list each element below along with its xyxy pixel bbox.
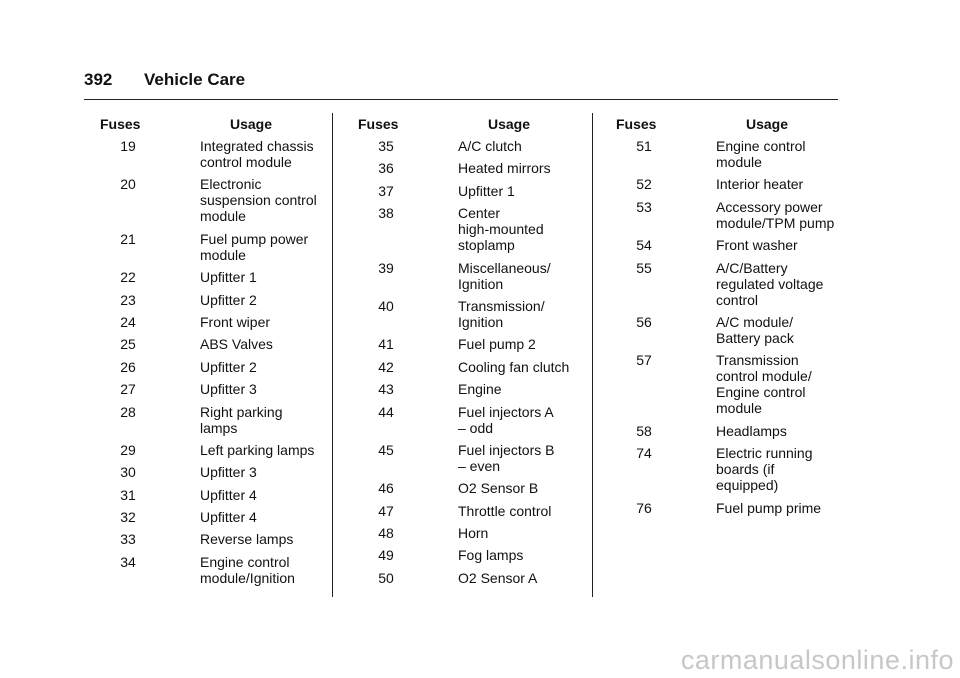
fuse-usage: Upfitter 1 xyxy=(458,182,515,199)
fuse-number: 47 xyxy=(378,502,394,519)
table-row xyxy=(612,237,842,253)
watermark: carmanualsonline.info xyxy=(680,645,954,675)
table-row xyxy=(96,509,326,525)
fuse-usage: Engine xyxy=(458,381,502,398)
fuse-usage: Interior heater xyxy=(716,176,804,193)
table-row xyxy=(612,500,842,516)
fuse-number: 19 xyxy=(120,138,136,154)
fuse-number: 58 xyxy=(636,422,652,439)
fuse-usage: Center high-mounted stoplamp xyxy=(458,205,544,254)
fuse-number: 20 xyxy=(120,176,136,193)
table-row xyxy=(612,199,842,231)
table-row xyxy=(96,487,326,503)
fuse-number: 76 xyxy=(636,499,652,516)
table-row xyxy=(354,160,584,176)
fuse-number: 37 xyxy=(378,182,394,199)
header-usage: Usage xyxy=(488,116,531,132)
fuse-usage: Accessory power module/TPM pump xyxy=(716,198,835,231)
fuse-usage: Upfitter 2 xyxy=(200,291,257,308)
table-row xyxy=(354,404,584,436)
fuse-usage: Front washer xyxy=(716,237,798,254)
fuse-usage: Headlamps xyxy=(716,422,787,439)
table-row xyxy=(612,260,842,308)
table-row xyxy=(96,404,326,436)
page-title: Vehicle Care xyxy=(144,70,246,89)
fuse-table-column-1 xyxy=(96,116,326,592)
fuse-usage: Right parking lamps xyxy=(200,403,283,436)
fuse-usage: A/C clutch xyxy=(458,138,522,154)
fuse-number: 25 xyxy=(120,336,136,353)
table-row xyxy=(354,442,584,474)
fuse-usage: Electric running boards (if equipped) xyxy=(716,445,813,494)
table-row xyxy=(612,138,842,170)
fuse-usage: Fuel pump power module xyxy=(200,230,309,263)
fuse-usage: Fuel pump 2 xyxy=(458,336,536,353)
fuse-usage: Cooling fan clutch xyxy=(458,358,570,375)
table-row xyxy=(612,176,842,192)
table-row xyxy=(354,205,584,253)
table-row xyxy=(96,381,326,397)
fuse-number: 33 xyxy=(120,531,136,548)
fuse-usage: Engine control module xyxy=(716,138,806,170)
fuse-usage: Electronic suspension control module xyxy=(200,176,317,225)
fuse-number: 74 xyxy=(636,445,652,462)
page-header xyxy=(84,70,245,90)
fuse-number: 34 xyxy=(120,553,136,570)
page-number: 392 xyxy=(84,70,113,89)
fuse-usage: Fuel pump prime xyxy=(716,499,822,516)
table-row xyxy=(96,336,326,352)
fuse-usage: Engine control module/Ignition xyxy=(200,553,295,586)
fuse-number: 44 xyxy=(378,403,394,420)
table-row xyxy=(612,423,842,439)
fuse-number: 56 xyxy=(636,313,652,330)
table-row xyxy=(354,138,584,154)
table-row xyxy=(96,231,326,263)
table-row xyxy=(354,480,584,496)
table-row xyxy=(96,269,326,285)
table-row xyxy=(354,336,584,352)
fuse-table-column-2 xyxy=(354,116,584,592)
fuse-usage: O2 Sensor A xyxy=(458,569,538,586)
fuse-usage: Fog lamps xyxy=(458,547,524,564)
table-row xyxy=(96,314,326,330)
fuse-number: 27 xyxy=(120,381,136,398)
fuse-usage: Fuel injectors A – odd xyxy=(458,403,554,436)
fuse-number: 54 xyxy=(636,237,652,254)
fuse-usage: Transmission control module/ Engine control module xyxy=(716,352,812,417)
fuse-usage: ABS Valves xyxy=(200,336,273,353)
fuse-number: 49 xyxy=(378,547,394,564)
fuse-table-column-3 xyxy=(612,116,842,522)
table-row xyxy=(612,352,842,416)
table-row xyxy=(96,531,326,547)
fuse-number: 45 xyxy=(378,441,394,458)
fuse-usage: Throttle control xyxy=(458,502,552,519)
table-row xyxy=(96,359,326,375)
fuse-number: 21 xyxy=(120,230,136,247)
fuse-number: 31 xyxy=(120,486,136,503)
table-row xyxy=(354,547,584,563)
table-header xyxy=(96,116,326,132)
table-row xyxy=(96,292,326,308)
table-row xyxy=(96,554,326,586)
fuse-number: 39 xyxy=(378,259,394,276)
fuse-number: 57 xyxy=(636,352,652,369)
fuse-number: 23 xyxy=(120,291,136,308)
fuse-usage: Upfitter 4 xyxy=(200,486,257,503)
table-row xyxy=(354,570,584,586)
fuse-number: 42 xyxy=(378,358,394,375)
fuse-number: 50 xyxy=(378,569,394,586)
fuse-number: 55 xyxy=(636,259,652,276)
header-usage: Usage xyxy=(746,116,789,132)
table-row xyxy=(612,445,842,493)
fuse-number: 28 xyxy=(120,403,136,420)
fuse-usage: A/C/Battery regulated voltage control xyxy=(716,259,824,308)
fuse-number: 52 xyxy=(636,176,652,193)
fuse-number: 38 xyxy=(378,205,394,222)
header-fuses: Fuses xyxy=(358,116,399,132)
fuse-number: 43 xyxy=(378,381,394,398)
fuse-number: 30 xyxy=(120,464,136,481)
fuse-usage: A/C module/ Battery pack xyxy=(716,313,794,346)
table-row xyxy=(96,442,326,458)
table-row xyxy=(354,183,584,199)
fuse-usage: Upfitter 1 xyxy=(200,269,257,286)
column-divider xyxy=(592,113,593,597)
fuse-usage: Upfitter 3 xyxy=(200,464,257,481)
table-row xyxy=(354,359,584,375)
fuse-number: 51 xyxy=(636,138,652,154)
fuse-number: 32 xyxy=(120,509,136,526)
column-divider xyxy=(332,113,333,597)
fuse-number: 46 xyxy=(378,480,394,497)
table-row xyxy=(354,525,584,541)
fuse-number: 48 xyxy=(378,525,394,542)
fuse-usage: Upfitter 3 xyxy=(200,381,257,398)
fuse-usage: Fuel injectors B – even xyxy=(458,441,555,474)
fuse-usage: Heated mirrors xyxy=(458,160,551,177)
table-row xyxy=(354,298,584,330)
fuse-usage: Upfitter 2 xyxy=(200,358,257,375)
table-row xyxy=(96,138,326,170)
header-fuses: Fuses xyxy=(100,116,141,132)
table-row xyxy=(354,260,584,292)
fuse-usage: O2 Sensor B xyxy=(458,480,539,497)
header-rule xyxy=(84,99,838,100)
fuse-number: 35 xyxy=(378,138,394,154)
fuse-usage: Front wiper xyxy=(200,313,271,330)
table-row xyxy=(96,464,326,480)
table-header xyxy=(612,116,842,132)
fuse-number: 53 xyxy=(636,198,652,215)
fuse-number: 41 xyxy=(378,336,394,353)
table-row xyxy=(354,381,584,397)
header-fuses: Fuses xyxy=(616,116,657,132)
header-usage: Usage xyxy=(230,116,273,132)
fuse-number: 36 xyxy=(378,160,394,177)
fuse-usage: Reverse lamps xyxy=(200,531,294,548)
table-row xyxy=(96,176,326,224)
fuse-usage: Horn xyxy=(458,525,489,542)
fuse-number: 29 xyxy=(120,441,136,458)
fuse-usage: Integrated chassis control module xyxy=(200,138,314,170)
table-header xyxy=(354,116,584,132)
fuse-usage: Transmission/ Ignition xyxy=(458,297,545,330)
fuse-usage: Miscellaneous/ Ignition xyxy=(458,259,551,292)
fuse-usage: Left parking lamps xyxy=(200,441,315,458)
fuse-number: 40 xyxy=(378,297,394,314)
fuse-number: 22 xyxy=(120,269,136,286)
table-row xyxy=(354,503,584,519)
fuse-usage: Upfitter 4 xyxy=(200,509,257,526)
fuse-number: 26 xyxy=(120,358,136,375)
fuse-number: 24 xyxy=(120,313,136,330)
table-row xyxy=(612,314,842,346)
